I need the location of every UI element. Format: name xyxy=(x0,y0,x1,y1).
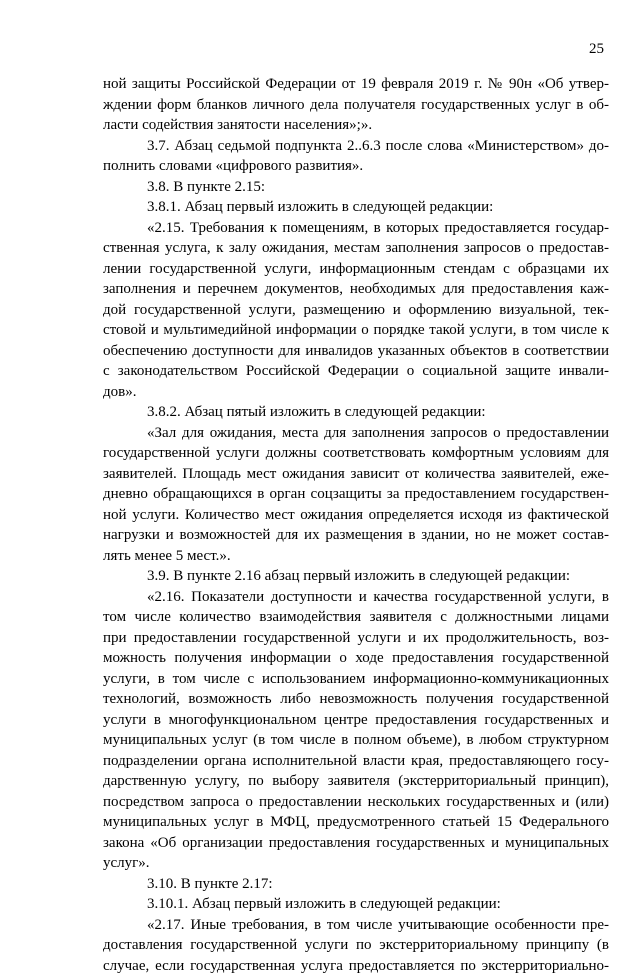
text-line: случае, если государственная услуга предоставляется по экстерриториально- xyxy=(103,956,609,976)
text-line: с законодательством Российской Федерации о социальной защите инвали- xyxy=(103,361,609,382)
text-line: муниципальных услуг в МФЦ, предусмотренного статьей 15 Федерального xyxy=(103,812,609,833)
text-line: ждении форм бланков личного дела получателя государственных услуг в об- xyxy=(103,95,609,116)
text-line: ной услуги. Количество мест ожидания определяется исходя из фактической xyxy=(103,505,609,526)
text-line: обеспечению доступности для инвалидов указанных объектов в соответствии xyxy=(103,341,609,362)
text-line: можность получения информации о ходе предоставления государственной xyxy=(103,648,609,669)
text-line: ственная услуга, к залу ожидания, местам заполнения запросов о предостав- xyxy=(103,238,609,259)
text-line: полнить словами «цифрового развития». xyxy=(103,156,609,177)
text-line: 3.10. В пункте 2.17: xyxy=(103,874,609,895)
text-line: дой государственной услуги, размещению и оформлению визуальной, тек- xyxy=(103,300,609,321)
text-line: доставления государственной услуги по экстерриториальному принципу (в xyxy=(103,935,609,956)
text-line: посредством запроса о предоставлении нескольких государственных и (или) xyxy=(103,792,609,813)
text-line: стовой и мультимедийной информации о порядке такой услуги, в том числе к xyxy=(103,320,609,341)
text-line: «2.16. Показатели доступности и качества государственной услуги, в xyxy=(103,587,609,608)
text-line: муниципальных услуг (в том числе в полном объеме), в любом структурном xyxy=(103,730,609,751)
text-line: услуги в многофункциональном центре предоставления государственных и xyxy=(103,710,609,731)
text-line: «2.17. Иные требования, в том числе учитывающие особенности пре- xyxy=(103,915,609,936)
document-body xyxy=(103,74,609,976)
text-line: 3.8. В пункте 2.15: xyxy=(103,177,609,198)
text-line: лять менее 5 мест.». xyxy=(103,546,609,567)
text-line: дневно обращающихся в орган соцзащиты за предоставлением государствен- xyxy=(103,484,609,505)
text-line: закона «Об организации предоставления государственных и муниципальных xyxy=(103,833,609,854)
text-line: ласти содействия занятости населения»;». xyxy=(103,115,609,136)
text-line: 3.7. Абзац седьмой подпункта 2..6.3 после слова «Министерством» до- xyxy=(103,136,609,157)
text-line: заполнения и перечнем документов, необходимых для предоставления каж- xyxy=(103,279,609,300)
page-number: 25 xyxy=(589,40,604,58)
text-line: «Зал для ожидания, места для заполнения запросов о предоставлении xyxy=(103,423,609,444)
text-line: «2.15. Требования к помещениям, в которых предоставляется государ- xyxy=(103,218,609,239)
text-line: нагрузки и возможностей для их размещения в здании, но не может состав- xyxy=(103,525,609,546)
text-line: услуг». xyxy=(103,853,609,874)
text-line: подразделении органа исполнительной власти края, предоставляющего госу- xyxy=(103,751,609,772)
text-line: дов». xyxy=(103,382,609,403)
text-line: 3.8.2. Абзац пятый изложить в следующей редакции: xyxy=(103,402,609,423)
text-line: государственной услуги должны соответствовать комфортным условиям для xyxy=(103,443,609,464)
text-line: заявителей. Площадь мест ожидания зависит от количества заявителей, еже- xyxy=(103,464,609,485)
text-line: том числе количество взаимодействия заявителя с должностными лицами xyxy=(103,607,609,628)
text-line: лении государственной услуги, информационным стендам с образцами их xyxy=(103,259,609,280)
text-line: технологий, возможность либо невозможность получения государственной xyxy=(103,689,609,710)
text-line: 3.8.1. Абзац первый изложить в следующей редакции: xyxy=(103,197,609,218)
text-line: услуги, в том числе с использованием информационно-коммуникационных xyxy=(103,669,609,690)
text-line: дарственную услугу, по выбору заявителя (экстерриториальный принцип), xyxy=(103,771,609,792)
text-line: 3.10.1. Абзац первый изложить в следующей редакции: xyxy=(103,894,609,915)
text-line: при предоставлении государственной услуги и их продолжительность, воз- xyxy=(103,628,609,649)
text-line: ной защиты Российской Федерации от 19 февраля 2019 г. № 90н «Об утвер- xyxy=(103,74,609,95)
text-line: 3.9. В пункте 2.16 абзац первый изложить в следующей редакции: xyxy=(103,566,609,587)
